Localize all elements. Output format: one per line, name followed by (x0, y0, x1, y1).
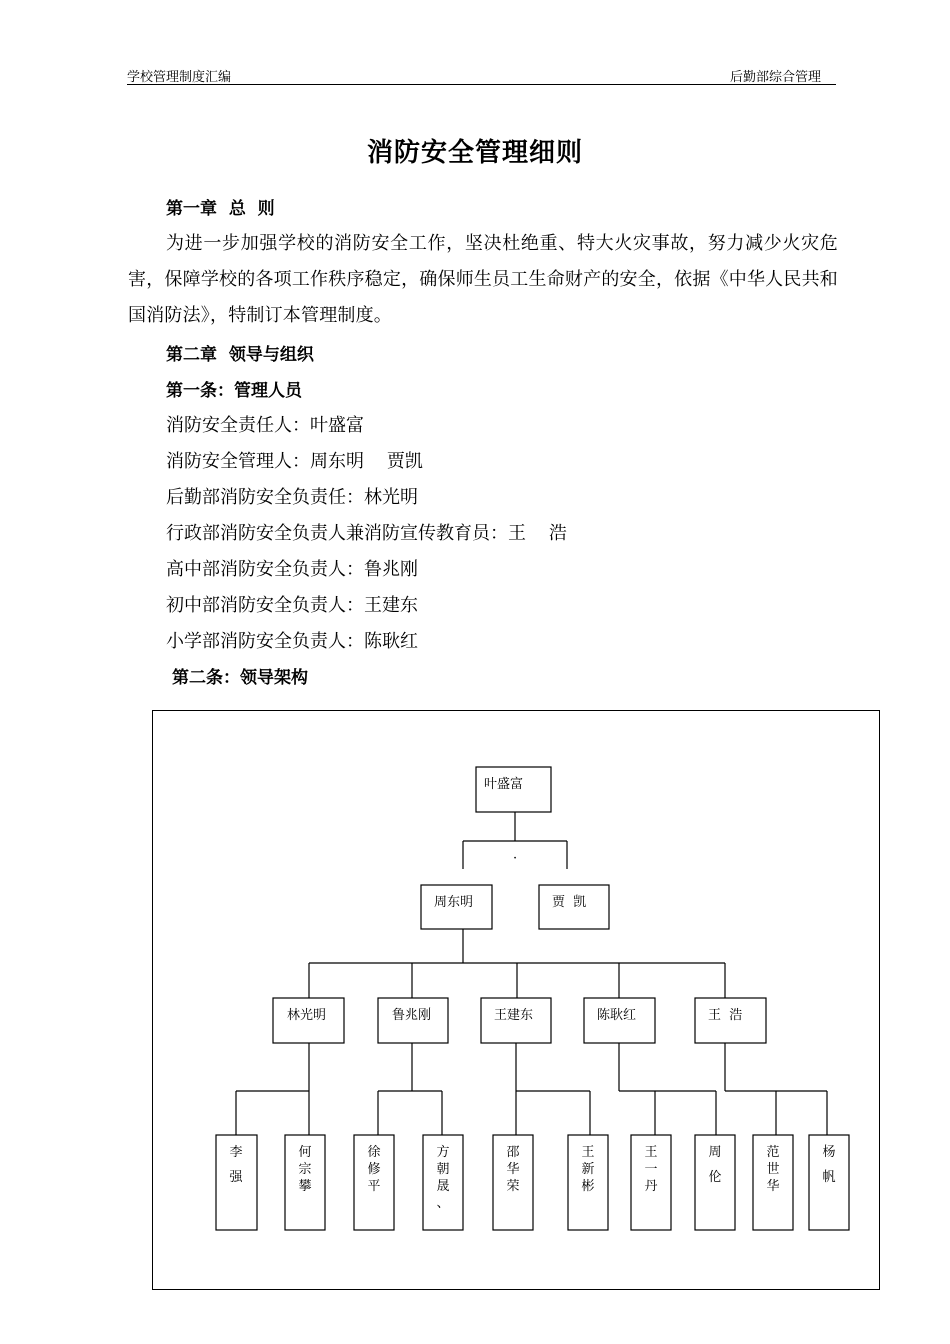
org-dot: · (513, 851, 518, 866)
org-node-level3: 林光明 (287, 1008, 327, 1023)
chapter1-body: 为进一步加强学校的消防安全工作，坚决杜绝重、特大火灾事故，努力减少火灾危害，保障学校的各项工作秩序稳定，确保师生员工生命财产的安全，依据《中华人民共和国消防法》，特制订本管理制度。 (128, 233, 838, 326)
org-node-level2: 周东明 (434, 895, 474, 910)
chapter1-heading: 第一章 总 则 (166, 199, 275, 219)
org-node-level2: 贾 凯 (552, 895, 587, 910)
manager-line: 行政部消防安全负责人兼消防宣传教育员：王 浩 (166, 523, 567, 544)
page-title: 消防安全管理细则 (366, 138, 583, 168)
header-left: 学校管理制度汇编 (127, 70, 232, 85)
org-node-level3: 王建东 (494, 1008, 534, 1023)
manager-line: 小学部消防安全负责人：陈耿红 (166, 631, 418, 652)
manager-line: 消防安全管理人：周东明 贾凯 (166, 451, 423, 472)
manager-line: 高中部消防安全负责人：鲁兆刚 (166, 559, 418, 580)
org-chart-connectors (216, 767, 849, 1230)
manager-line: 消防安全责任人：叶盛富 (166, 415, 364, 436)
manager-line: 初中部消防安全负责人：王建东 (166, 595, 418, 616)
org-node-top: 叶盛富 (484, 777, 524, 792)
org-node-level4: 李强 (229, 1145, 243, 1185)
org-node-level3: 陈耿红 (597, 1008, 637, 1023)
org-node-level3: 鲁兆刚 (392, 1008, 432, 1023)
org-node-level4: 王一丹 (644, 1145, 658, 1194)
org-node-level4: 范世华 (766, 1145, 780, 1194)
manager-line: 后勤部消防安全负责任：林光明 (166, 487, 418, 508)
org-node-level4: 王新彬 (581, 1145, 595, 1194)
org-node-level4: 邵华荣 (506, 1145, 520, 1194)
org-node-level4: 徐修平 (367, 1145, 381, 1194)
article2-heading: 第二条：领导架构 (172, 668, 308, 688)
article1-heading: 第一条：管理人员 (166, 381, 302, 401)
header-right: 后勤部综合管理 (730, 70, 822, 85)
chapter2-heading: 第二章 领导与组织 (166, 345, 314, 365)
org-node-level4: 杨帆 (822, 1145, 836, 1185)
org-node-level3: 王 浩 (708, 1008, 743, 1023)
org-node-level4: 何宗攀 (298, 1145, 312, 1194)
org-node-level4: 方朝晟、 (436, 1145, 450, 1211)
org-node-level4: 周伦 (708, 1145, 722, 1185)
